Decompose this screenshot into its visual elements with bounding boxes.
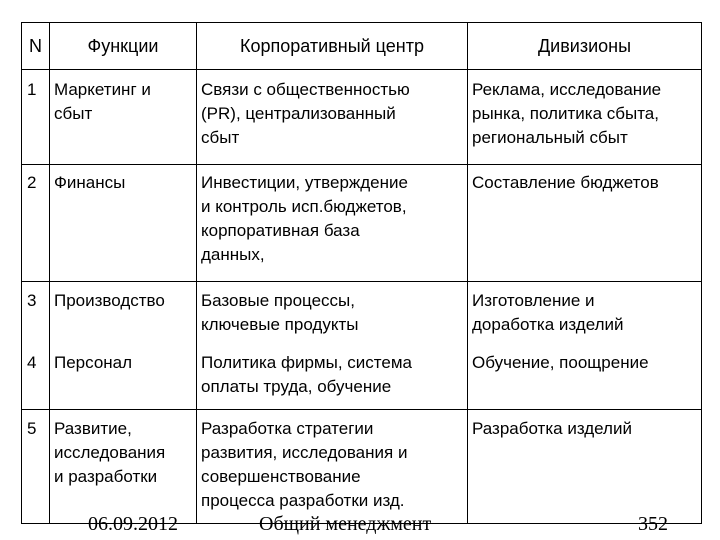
table-row xyxy=(22,282,702,410)
cell-text: совершенствование xyxy=(201,467,361,486)
cell-text: оплаты труда, обучение xyxy=(201,377,392,396)
cell-text: Производство xyxy=(54,291,165,310)
cell-text: Инвестиции, утверждение xyxy=(201,173,408,192)
cell-text: данных, xyxy=(201,245,265,264)
cell-text: рынка, политика сбыта, xyxy=(472,104,659,123)
footer-date: 06.09.2012 xyxy=(88,513,178,535)
spacer xyxy=(472,337,697,351)
header-divisions: Дивизионы xyxy=(468,23,702,70)
cell-text: Развитие, xyxy=(54,419,132,438)
function-cell xyxy=(50,282,197,410)
cell-text: Политика фирмы, система xyxy=(201,353,412,372)
corporate-cell xyxy=(197,410,468,524)
cell-text: Составление бюджетов xyxy=(472,173,659,192)
row-number xyxy=(22,282,50,410)
row-number-4: 4 xyxy=(27,353,37,372)
header-functions: Функции xyxy=(50,23,197,70)
cell-text: ключевые продукты xyxy=(201,315,359,334)
divisions-cell xyxy=(468,410,702,524)
spacer xyxy=(201,337,463,351)
cell-text: процесса разработки изд. xyxy=(201,491,405,510)
table-row xyxy=(22,410,702,524)
spacer xyxy=(54,337,192,351)
cell-text: Разработка изделий xyxy=(472,419,632,438)
corporate-cell xyxy=(197,165,468,282)
cell-text: сбыт xyxy=(54,104,93,123)
cell-text: Изготовление и xyxy=(472,291,595,310)
row-number: 2 xyxy=(22,165,50,282)
cell-text: развития, исследования и xyxy=(201,443,408,462)
cell-text: сбыт xyxy=(201,128,240,147)
divisions-cell xyxy=(468,70,702,165)
cell-text: и разработки xyxy=(54,467,158,486)
function-cell xyxy=(50,165,197,282)
spacer xyxy=(27,337,47,351)
corporate-cell xyxy=(197,70,468,165)
cell-text: исследования xyxy=(54,443,166,462)
cell-text: Персонал xyxy=(54,353,133,372)
cell-text: Базовые процессы, xyxy=(201,291,355,310)
corporate-cell xyxy=(197,282,468,410)
header-corporate-center: Корпоративный центр xyxy=(197,23,468,70)
cell-text: Финансы xyxy=(54,173,126,192)
cell-text: корпоративная база xyxy=(201,221,360,240)
divisions-cell xyxy=(468,165,702,282)
table-row xyxy=(22,70,702,165)
table-row xyxy=(22,165,702,282)
spacer xyxy=(27,313,47,337)
cell-text: (PR), централизованный xyxy=(201,104,396,123)
cell-text: Разработка стратегии xyxy=(201,419,374,438)
header-number: N xyxy=(22,23,50,70)
cell-text: и контроль исп.бюджетов, xyxy=(201,197,407,216)
row-number: 1 xyxy=(22,70,50,165)
cell-text: Реклама, исследование xyxy=(472,80,662,99)
footer-title: Общий менеджмент xyxy=(259,513,432,535)
function-cell xyxy=(50,70,197,165)
cell-text: региональный сбыт xyxy=(472,128,628,147)
functions-table xyxy=(21,22,702,524)
footer-page-number: 352 xyxy=(638,513,668,535)
table-header-row xyxy=(22,23,702,70)
cell-text: Связи с общественностью xyxy=(201,80,410,99)
cell-text: Маркетинг и xyxy=(54,80,151,99)
function-cell xyxy=(50,410,197,524)
divisions-cell xyxy=(468,282,702,410)
spacer xyxy=(54,313,192,337)
cell-text: доработка изделий xyxy=(472,315,624,334)
cell-text: Обучение, поощрение xyxy=(472,353,649,372)
row-number: 5 xyxy=(22,410,50,524)
row-number-3: 3 xyxy=(27,291,37,310)
